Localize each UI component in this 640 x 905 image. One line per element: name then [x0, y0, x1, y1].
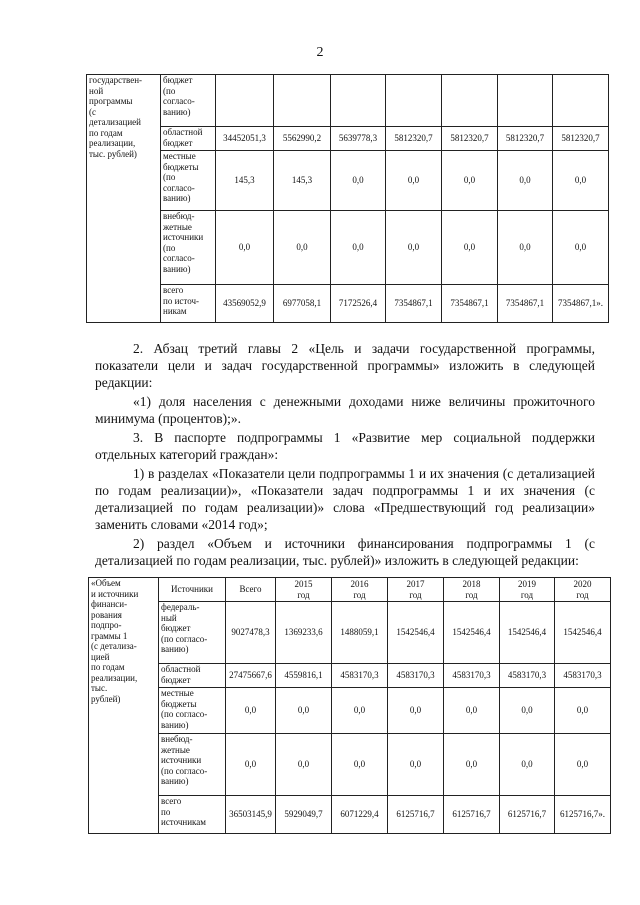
header-cell: Всего [226, 578, 276, 602]
body-text [95, 340, 595, 571]
cell: 0,0 [332, 688, 388, 734]
header-cell: 2017 год [388, 578, 444, 602]
cell: 7354867,1 [442, 285, 498, 323]
table-row [89, 796, 611, 834]
cell: 5929049,7 [276, 796, 332, 834]
paragraph: 1) в разделах «Показатели цели подпрограммы 1 и их значения (с детализацией по годам реализации)», «Показатели задач подпрограммы 1 и их значения (с детализацией по годам реализации)» слова «Предшествующий год реализации» заменить словами «2014 год»; [95, 466, 595, 532]
header-cell: 2018 год [444, 578, 500, 602]
cell: 0,0 [274, 211, 331, 285]
cell: 0,0 [500, 734, 555, 796]
cell: 0,0 [386, 211, 442, 285]
cell: 0,0 [331, 211, 386, 285]
cell: 0,0 [442, 151, 498, 211]
header-cell: 2016 год [332, 578, 388, 602]
row-label: местные бюджеты (по согласо- ванию) [159, 688, 226, 734]
page-number: 2 [316, 45, 324, 60]
cell: 5812320,7 [442, 127, 498, 151]
row-label: внебюд- жетные источники (по согласо- ванию) [161, 211, 216, 285]
table-row [89, 688, 611, 734]
table-row [87, 285, 609, 323]
cell: 27475667,6 [226, 664, 276, 688]
cell: 4583170,3 [332, 664, 388, 688]
row-label: областной бюджет [161, 127, 216, 151]
cell: 6125716,7 [444, 796, 500, 834]
table2-main-label: «Объем и источники финанси- рования подпро- граммы 1 (с детализа- цией по годам реализации, тыс. рублей) [89, 578, 159, 834]
cell [216, 75, 274, 127]
table-row [87, 211, 609, 285]
cell: 0,0 [444, 688, 500, 734]
cell [386, 75, 442, 127]
table-row [89, 602, 611, 664]
table-header-row [89, 578, 611, 602]
header-cell: 2019 год [500, 578, 555, 602]
cell: 6071229,4 [332, 796, 388, 834]
cell: 7354867,1». [553, 285, 609, 323]
paragraph: 2. Абзац третий главы 2 «Цель и задачи государственной программы, показатели цели и задач государственной программы» изложить в следующей редакции: [95, 341, 595, 390]
cell: 0,0 [498, 151, 553, 211]
header-cell: 2015 год [276, 578, 332, 602]
table-row [89, 734, 611, 796]
cell [274, 75, 331, 127]
header-cell: 2020 год [555, 578, 611, 602]
cell: 4559816,1 [276, 664, 332, 688]
paragraph: 3. В паспорте подпрограммы 1 «Развитие мер социальной поддержки отдельных категорий граждан»: [95, 430, 595, 462]
cell: 6125716,7». [555, 796, 611, 834]
row-label: внебюд- жетные источники (по согласо- ванию) [159, 734, 226, 796]
cell: 5639778,3 [331, 127, 386, 151]
cell: 4583170,3 [388, 664, 444, 688]
cell: 1542546,4 [388, 602, 444, 664]
cell: 0,0 [332, 734, 388, 796]
cell [331, 75, 386, 127]
cell: 1488059,1 [332, 602, 388, 664]
cell: 0,0 [331, 151, 386, 211]
cell: 145,3 [274, 151, 331, 211]
cell: 0,0 [276, 688, 332, 734]
table-program-financing [86, 74, 609, 323]
table-subprogram-financing [88, 577, 611, 834]
cell: 0,0 [386, 151, 442, 211]
cell [498, 75, 553, 127]
cell: 43569052,9 [216, 285, 274, 323]
row-label: всего по источ- никам [161, 285, 216, 323]
cell: 5812320,7 [498, 127, 553, 151]
row-label: всего по источникам [159, 796, 226, 834]
cell: 145,3 [216, 151, 274, 211]
cell: 0,0 [555, 734, 611, 796]
cell: 5812320,7 [553, 127, 609, 151]
cell [553, 75, 609, 127]
cell: 1542546,4 [500, 602, 555, 664]
cell: 5812320,7 [386, 127, 442, 151]
cell: 36503145,9 [226, 796, 276, 834]
cell: 0,0 [388, 688, 444, 734]
row-label: местные бюджеты (по согласо- ванию) [161, 151, 216, 211]
cell: 1542546,4 [444, 602, 500, 664]
row-label: федераль- ный бюджет (по согласо- ванию) [159, 602, 226, 664]
cell: 7354867,1 [386, 285, 442, 323]
cell: 9027478,3 [226, 602, 276, 664]
header-cell: Источники [159, 578, 226, 602]
cell: 0,0 [216, 211, 274, 285]
cell: 0,0 [500, 688, 555, 734]
cell: 0,0 [276, 734, 332, 796]
cell: 0,0 [444, 734, 500, 796]
table1-main-label: государствен- ной программы (с детализацией по годам реализации, тыс. рублей) [87, 75, 161, 323]
cell: 6125716,7 [500, 796, 555, 834]
row-label: бюджет (по согласо- ванию) [161, 75, 216, 127]
cell: 0,0 [226, 734, 276, 796]
cell: 4583170,3 [444, 664, 500, 688]
cell: 34452051,3 [216, 127, 274, 151]
cell: 6977058,1 [274, 285, 331, 323]
cell: 0,0 [555, 688, 611, 734]
table-row [89, 664, 611, 688]
cell: 0,0 [498, 211, 553, 285]
cell: 6125716,7 [388, 796, 444, 834]
cell: 7172526,4 [331, 285, 386, 323]
paragraph: «1) доля населения с денежными доходами ниже величины прожиточного минимума (процентов);». [95, 394, 595, 426]
cell: 5562990,2 [274, 127, 331, 151]
cell: 0,0 [553, 211, 609, 285]
table-row [87, 75, 609, 127]
cell: 0,0 [226, 688, 276, 734]
table-row [87, 127, 609, 151]
cell: 1542546,4 [555, 602, 611, 664]
table-row [87, 151, 609, 211]
row-label: областной бюджет [159, 664, 226, 688]
cell [442, 75, 498, 127]
cell: 1369233,6 [276, 602, 332, 664]
cell: 4583170,3 [555, 664, 611, 688]
cell: 7354867,1 [498, 285, 553, 323]
cell: 4583170,3 [500, 664, 555, 688]
cell: 0,0 [388, 734, 444, 796]
cell: 0,0 [553, 151, 609, 211]
paragraph: 2) раздел «Объем и источники финансирования подпрограммы 1 (с детализацией по годам реализации, тыс. рублей)» изложить в следующей редакции: [95, 536, 595, 568]
cell: 0,0 [442, 211, 498, 285]
